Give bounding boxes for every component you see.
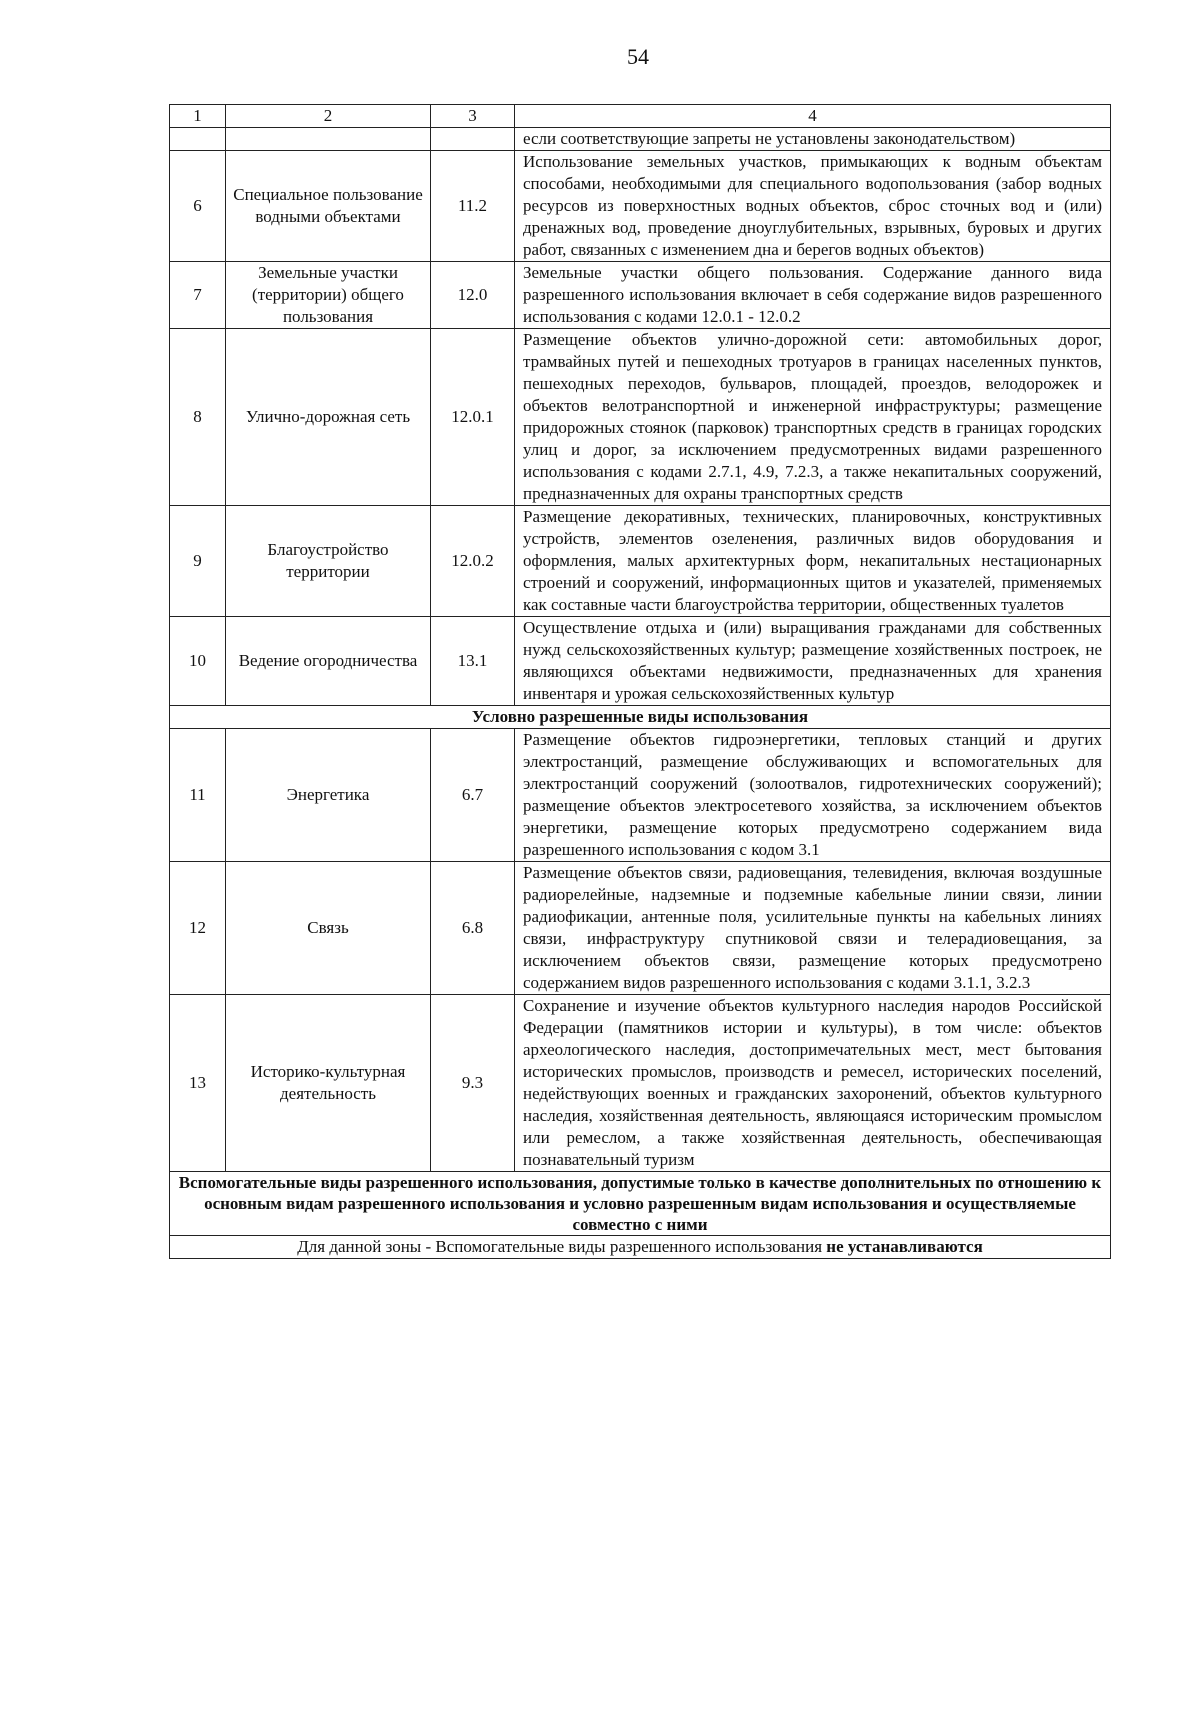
table-row (170, 128, 1111, 151)
use-description: если соответствующие запреты не установлены законодательством) (515, 128, 1111, 151)
zone-note-text: Для данной зоны - Вспомогательные виды разрешенного использования (297, 1237, 827, 1256)
use-name: Историко-культурная деятельность (226, 995, 431, 1172)
use-description: Размещение объектов связи, радиовещания, телевидения, включая воздушные радиорелейные, надземные и подземные кабельные линии связи, линии радиофикации, антенные поля, усилительные пункты на кабельных линиях связи, инфраструктуру спутниковой связи и телерадиовещания, за исключением объектов связи, размещение которых предусмотрено содержанием видов разрешенного использования с кодами 3.1.1, 3.2.3 (515, 862, 1111, 995)
table-header-row (170, 105, 1111, 128)
use-description: Осуществление отдыха и (или) выращивания гражданами для собственных нужд сельскохозяйственных культур; размещение хозяйственных построек, не являющихся объектами недвижимости, предназначенных для хранения инвентаря и урожая сельскохозяйственных культур (515, 617, 1111, 706)
use-code: 6.7 (431, 729, 515, 862)
section-heading-row (170, 1172, 1111, 1236)
use-name: Энергетика (226, 729, 431, 862)
use-code: 11.2 (431, 151, 515, 262)
page-number: 54 (627, 44, 649, 69)
use-name: Ведение огородничества (226, 617, 431, 706)
table-row (170, 995, 1111, 1172)
table-row (170, 729, 1111, 862)
section-heading-row (170, 706, 1111, 729)
table-row (170, 617, 1111, 706)
row-number: 13 (170, 995, 226, 1172)
table-row (170, 862, 1111, 995)
use-description: Сохранение и изучение объектов культурного наследия народов Российской Федерации (памятников истории и культуры), в том числе: объектов археологического наследия, достопримечательных мест, мест бытования исторических промыслов, производств и ремесел, исторических поселений, недействующих военных и гражданских захоронений, объектов культурного наследия, хозяйственная деятельность, являющаяся историческим промыслом или ремеслом, а также хозяйственная деятельность, обеспечивающая познавательный туризм (515, 995, 1111, 1172)
note-row (170, 1236, 1111, 1259)
use-description: Размещение декоративных, технических, планировочных, конструктивных устройств, элементов озеленения, различных видов оборудования и оформления, малых архитектурных форм, некапитальных нестационарных строений и сооружений, информационных щитов и указателей, применяемых как составные части благоустройства территории, общественных туалетов (515, 506, 1111, 617)
use-code: 12.0.2 (431, 506, 515, 617)
column-header: 3 (431, 105, 515, 128)
use-code: 12.0.1 (431, 329, 515, 506)
column-header: 1 (170, 105, 226, 128)
use-name: Благоустройство территории (226, 506, 431, 617)
use-name: Специальное пользование водными объектами (226, 151, 431, 262)
use-name: Земельные участки (территории) общего пользования (226, 262, 431, 329)
row-number: 7 (170, 262, 226, 329)
table-row (170, 506, 1111, 617)
use-code: 9.3 (431, 995, 515, 1172)
section-heading-auxiliary: Вспомогательные виды разрешенного использования, допустимые только в качестве дополнительных по отношению к основным видам разрешенного использования и условно разрешенным видам использования и осуществляемые совместно с ними (170, 1172, 1111, 1236)
use-code (431, 128, 515, 151)
land-use-table (169, 104, 1111, 1259)
use-description: Размещение объектов гидроэнергетики, тепловых станций и других электростанций, размещение обслуживающих и вспомогательных для электростанций сооружений (золоотвалов, гидротехнических сооружений); размещение объектов электросетевого хозяйства, за исключением объектов энергетики, размещение которых предусмотрено содержанием вида разрешенного использования с кодом 3.1 (515, 729, 1111, 862)
use-name (226, 128, 431, 151)
use-name: Улично-дорожная сеть (226, 329, 431, 506)
column-header: 2 (226, 105, 431, 128)
use-description: Размещение объектов улично-дорожной сети: автомобильных дорог, трамвайных путей и пешеходных тротуаров в границах населенных пунктов, пешеходных переходов, бульваров, площадей, проездов, велодорожек и объектов велотранспортной и инженерной инфраструктуры; размещение придорожных стоянок (парковок) транспортных средств в границах городских улиц и дорог, за исключением предусмотренных видами разрешенного использования с кодами 2.7.1, 4.9, 7.2.3, а также некапитальных сооружений, предназначенных для охраны транспортных средств (515, 329, 1111, 506)
use-code: 6.8 (431, 862, 515, 995)
use-description: Земельные участки общего пользования. Содержание данного вида разрешенного использования включает в себя содержание видов разрешенного использования с кодами 12.0.1 - 12.0.2 (515, 262, 1111, 329)
row-number: 12 (170, 862, 226, 995)
row-number (170, 128, 226, 151)
use-name: Связь (226, 862, 431, 995)
row-number: 10 (170, 617, 226, 706)
zone-note (170, 1236, 1111, 1259)
use-code: 12.0 (431, 262, 515, 329)
row-number: 11 (170, 729, 226, 862)
table-row (170, 262, 1111, 329)
row-number: 8 (170, 329, 226, 506)
zone-note-emphasis: не устанавливаются (826, 1237, 983, 1256)
table-row (170, 329, 1111, 506)
use-description: Использование земельных участков, примыкающих к водным объектам способами, необходимыми для специального водопользования (забор водных ресурсов из поверхностных водных объектов, сброс сточных вод и (или) дренажных вод, проведение дноуглубительных, взрывных, буровых и других работ, связанных с изменением дна и берегов водных объектов) (515, 151, 1111, 262)
column-header: 4 (515, 105, 1111, 128)
row-number: 9 (170, 506, 226, 617)
table-row (170, 151, 1111, 262)
section-heading-conditional: Условно разрешенные виды использования (170, 706, 1111, 729)
row-number: 6 (170, 151, 226, 262)
use-code: 13.1 (431, 617, 515, 706)
